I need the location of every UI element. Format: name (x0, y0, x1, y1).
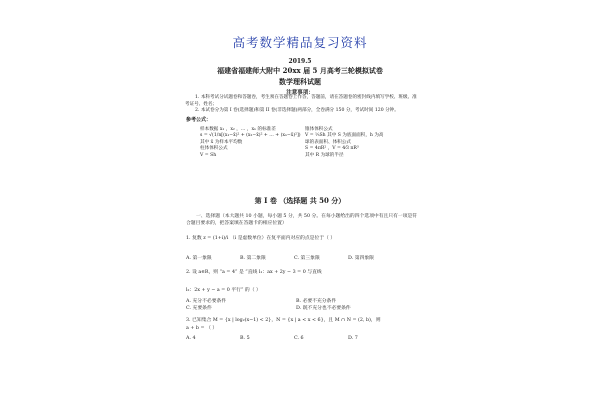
document-date: 2019.5 (288, 58, 312, 65)
formula-right-line: 球的表面积、体积公式 (305, 139, 351, 145)
exam-subtitle: 数学理科试题 (279, 77, 321, 86)
question-1: 1. 复数 z = (1+i)/i （i 是虚数单位）在复平面内对应的点是位于（ ） (186, 236, 336, 241)
formula-left-line: 柱体体积公式 (200, 146, 228, 152)
notice-item-2: 2. 本试卷分为第 I 卷(选择题)和第 II 卷(非选择题)两部分，全卷满分 150 分，考试时间 120 分钟。 (195, 108, 399, 113)
formula-right-line: S = 4πR² ，V = 4⁄3 πR³ (305, 146, 359, 152)
std-dev-formula: s = √(1/n[(x₁−x̄)² + (x₂−x̄)² + … + (xₙ−x̄)²]) (200, 133, 301, 139)
formula-left-line: V = Sh (200, 152, 217, 158)
formula-right-line: 其中 R 为球的半径 (305, 152, 344, 158)
question-3-continued: a + b = （ ） (186, 326, 218, 331)
option-d: D. 第四象限 (348, 256, 374, 261)
question-2: 2. 设 a∈R，则 “a = 4” 是 “直线 l₁：ax + 2y − 3 = 0 与直线 (186, 270, 322, 275)
question-2-options-row-2 (186, 306, 421, 313)
question-2-options-row-1 (186, 299, 421, 306)
option-c: C. 第三象限 (294, 256, 320, 261)
section-intro: 一、选择题（本大题共 10 小题，每小题 5 分，共 50 分。在每小题给出的四个选项中有且只有一项是符合题目要求的，把答案填在答题卡的相应位置） (186, 214, 418, 226)
question-3-options (186, 336, 421, 343)
formula-right-line: V = ⅓Sh 其中 S 为底面面积，h 为高 (305, 133, 384, 139)
formula-left-line: 其中 x̄ 为样本平均数 (200, 139, 243, 145)
question-2-continued: l₂：2x + y − a = 0 平行” 的（ ） (186, 288, 261, 293)
option-d: D. 7 (348, 336, 358, 341)
option-b: B. 5 (240, 336, 250, 341)
formula-right-column (305, 127, 425, 159)
formula-right-line: 锥体体积公式 (305, 127, 333, 132)
option-b: B. 必要不充分条件 (296, 299, 337, 304)
notice-heading: 注意事项： (286, 90, 314, 96)
question-3: 3. 已知集合 M = {x | log₂(x−1) < 2}，N = {x | a < x < 6}，且 M ∩ N = (2, b)，则 (186, 318, 381, 323)
section-title: 第 I 卷 （选择题 共 50 分） (254, 196, 346, 205)
option-a: A. 4 (186, 336, 196, 341)
formula-left-line: 样本数据 x₁ ，x₂ ，… ，xₙ 的标准差 (200, 127, 276, 132)
notice-item-1: 1. 本科考试分试题卷和答题卷，考生须在答题卷上作答，答题前，请在答题卷的密封线内填写学校、班级、准考证号、姓名； (185, 95, 417, 107)
option-d: D. 既不充分也不必要条件 (296, 306, 351, 311)
option-a: A. 充分不必要条件 (186, 299, 227, 304)
reference-heading: 参考公式： (186, 117, 212, 123)
option-c: C. 充要条件 (186, 306, 212, 311)
banner-title: 高考数学精品复习资料 (232, 35, 368, 50)
option-a: A. 第一象限 (186, 256, 212, 261)
option-c: C. 6 (294, 336, 304, 341)
option-b: B. 第二象限 (240, 256, 266, 261)
question-1-options (186, 256, 421, 263)
exam-title: 福建省福建师大附中 20xx 届 5 月高考三轮模拟试卷 (217, 66, 383, 75)
